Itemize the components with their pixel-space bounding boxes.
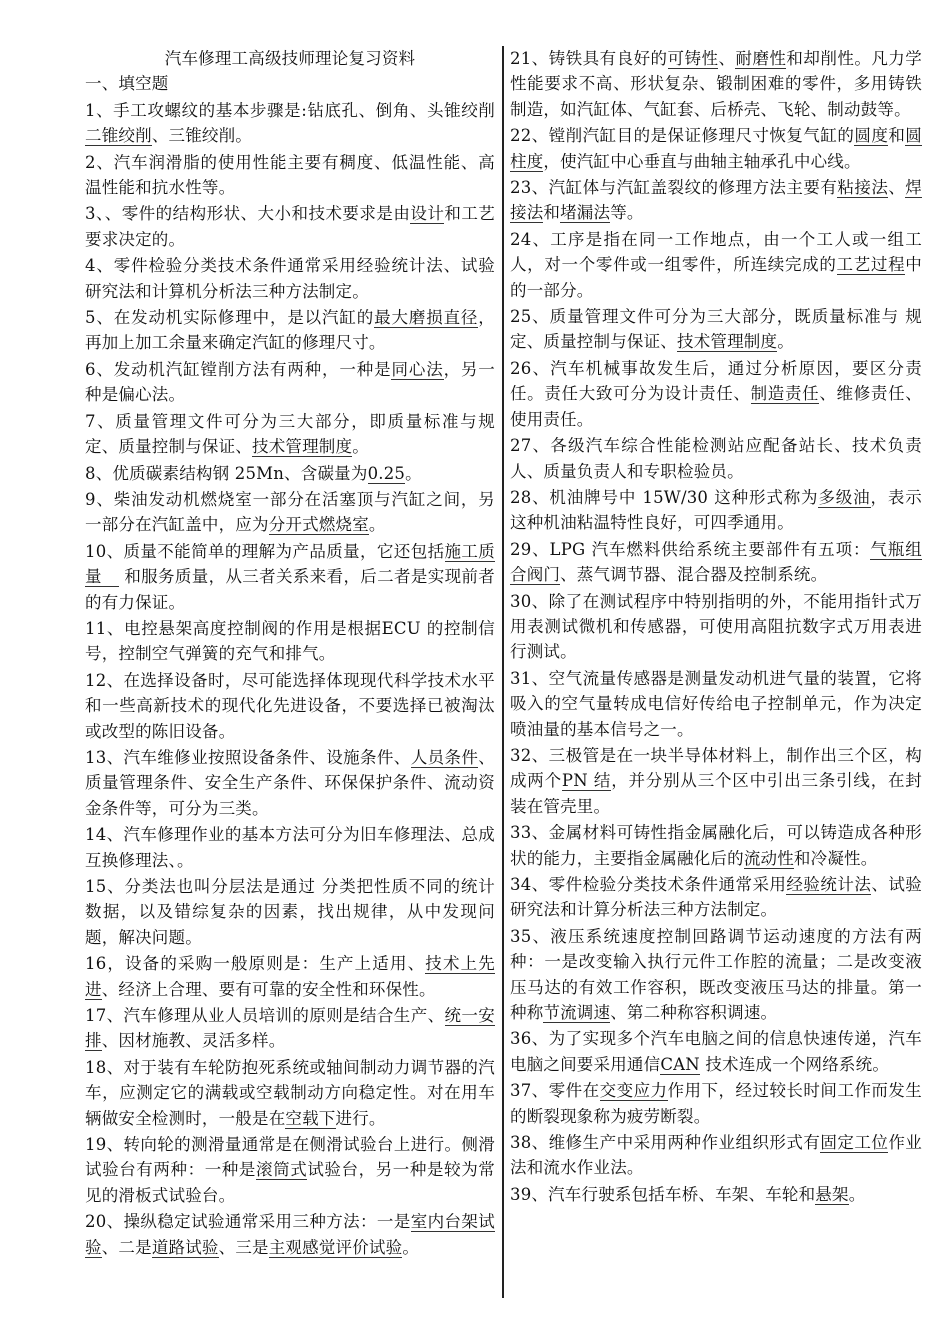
question-text: 32、三极管是在一块半导体材料上，制作出三个区，构成两个 bbox=[510, 745, 922, 791]
question-text: 、维修责任、使用责任。 bbox=[510, 384, 922, 429]
left-question-list bbox=[85, 98, 495, 1260]
question-item bbox=[510, 1026, 922, 1077]
question-text: 24、工序是指在同一工作地点，由一个工人或一组工人，对一个零件或一组零件，所连续完成的 bbox=[510, 229, 922, 275]
question-text: 1、手工攻螺纹的基本步骤是:钻底孔、倒角、头锥绞削 bbox=[85, 100, 495, 120]
question-text: 29、LPG 汽车燃料供给系统主要部件有五项： bbox=[510, 539, 871, 559]
question-text: 10、质量不能简单的理解为产品质量，它还包括 bbox=[85, 541, 445, 561]
answer-blank: 施工质量 bbox=[85, 541, 495, 587]
question-item bbox=[510, 872, 922, 923]
question-item bbox=[510, 1182, 922, 1207]
answer-blank: 同心法 bbox=[391, 359, 444, 379]
answer-blank: 技术上先进 bbox=[85, 954, 495, 999]
question-item bbox=[85, 874, 495, 950]
question-item bbox=[85, 98, 495, 149]
answer-blank: 流动性 bbox=[743, 848, 794, 868]
question-text: 11、电控悬架高度控制阀的作用是根据ECU 的控制信号，控制空气弹簧的充气和排气。 bbox=[85, 618, 495, 664]
question-text: 20、操纵稳定试验通常采用三种方法：一是 bbox=[85, 1212, 411, 1232]
answer-blank: 人员条件 bbox=[410, 747, 479, 767]
question-item bbox=[85, 822, 495, 873]
answer-blank: 统一安排 bbox=[85, 1006, 495, 1051]
question-item bbox=[85, 487, 495, 538]
question-text: 、三是 bbox=[218, 1237, 269, 1257]
question-text: 27、各级汽车综合性能检测站应配备站长、技术负责人、质量负责人和专职检验员。 bbox=[510, 436, 922, 481]
question-item bbox=[510, 304, 922, 355]
answer-blank: 制造责任 bbox=[750, 384, 820, 404]
question-text: 和却削性。凡力学性能要求不高、形状复杂、锻制困难的零件，多用铸铁制造，如汽缸体、气缸套、后桥壳、飞轮、制动鼓等。 bbox=[510, 49, 922, 119]
question-text: 技术连成一个网络系统。 bbox=[699, 1054, 890, 1074]
answer-blank: 最大磨损直径 bbox=[374, 308, 479, 328]
question-item bbox=[510, 46, 922, 122]
question-item bbox=[85, 616, 495, 667]
answer-blank: CAN bbox=[660, 1054, 700, 1074]
question-text: 。 bbox=[352, 437, 369, 457]
question-text: 和工艺要求决定的。 bbox=[85, 204, 496, 249]
answer-blank: 耐磨性 bbox=[735, 49, 787, 68]
answer-blank: 固定工位 bbox=[820, 1133, 889, 1153]
question-item bbox=[510, 433, 922, 484]
answer-blank: 交变应力 bbox=[599, 1081, 668, 1101]
answer-blank: 可铸性 bbox=[667, 49, 719, 68]
question-item bbox=[510, 924, 922, 1026]
question-text: 3、、零件的结构形状、大小和技术要求是由 bbox=[85, 204, 411, 224]
question-text: 、经济上合理、要有可靠的安全性和环保性。 bbox=[101, 979, 436, 999]
question-text: 39、汽车行驶系包括车桥、车架、车轮和 bbox=[510, 1184, 816, 1204]
question-text: 。 bbox=[848, 1184, 866, 1204]
question-text: 、试验研究法和计算分析法三种方法制定。 bbox=[510, 875, 923, 920]
answer-blank: 气瓶组合阀门 bbox=[510, 539, 922, 585]
question-text: 5、在发动机实际修理中，是以汽缸的 bbox=[85, 308, 375, 328]
question-item bbox=[510, 1130, 922, 1181]
question-text: 16，设备的采购一般原则是：生产上适用、 bbox=[85, 954, 426, 974]
question-item bbox=[85, 1003, 495, 1054]
column-divider bbox=[502, 46, 504, 1298]
question-text: 23、汽缸体与汽缸盖裂纹的修理方法主要有 bbox=[510, 178, 838, 198]
question-text: 38、维修生产中采用两种作业组织形式有 bbox=[510, 1133, 821, 1153]
question-text: 试验台，另一种是较为常见的滑板式试验台。 bbox=[85, 1160, 496, 1205]
answer-blank: 堵漏法 bbox=[560, 203, 611, 223]
answer-blank: 节流调速 bbox=[543, 1003, 611, 1023]
question-text: 进行。 bbox=[335, 1108, 386, 1128]
question-text: 35、液压系统速度控制回路调节运动速度的方法有两种：一是改变输入执行元件工作腔的流量；二是改变液压马达的有效工作容积，既改变液压马达的排量。第一种称 bbox=[510, 926, 922, 1023]
answer-blank: 道路试验 bbox=[151, 1237, 219, 1257]
question-text: 14、汽车修理作业的基本方法可分为旧车修理法、总成互换修理法、。 bbox=[85, 825, 495, 870]
question-text: 31、空气流量传感器是测量发动机进气量的装置，它将吸入的空气量转成电信好传给电子控制单元，作为决定喷油量的基本信号之一。 bbox=[510, 668, 922, 739]
question-item bbox=[510, 356, 922, 432]
answer-blank: 多级油 bbox=[818, 487, 871, 507]
question-text: 、 bbox=[888, 178, 906, 198]
question-item bbox=[510, 537, 922, 588]
answer-blank: 技术管理制度 bbox=[677, 332, 778, 352]
question-text: 21、铸铁具有良好的 bbox=[510, 49, 668, 68]
answer-blank: 经验统计法 bbox=[786, 875, 872, 894]
question-text: 15、分类法也叫分层法是通过 分类把性质不同的统计数据，以及错综复杂的因素，找出规律，从中发现问题，解决问题。 bbox=[85, 877, 495, 947]
question-text: 、三锥绞削。 bbox=[151, 126, 253, 146]
question-text: 7、质量管理文件可分为三大部分，即质量标准与规定、质量控制与保证、 bbox=[85, 411, 495, 457]
question-text: 13、汽车维修业按照设备条件、设施条件、 bbox=[85, 747, 411, 767]
question-text: 9、柴油发动机燃烧室一部分在活塞顶与汽缸之间，另一部分在汽缸盖中，应为 bbox=[85, 489, 495, 535]
question-item bbox=[85, 539, 495, 615]
question-text: ，表示这种机油粘温特性良好，可四季通用。 bbox=[510, 487, 922, 533]
answer-blank: 室内台架试验 bbox=[85, 1212, 496, 1257]
question-item bbox=[510, 227, 922, 303]
question-text: 4、零件检验分类技术条件通常采用经验统计法、试验研究法和计算机分析法三种方法制定。 bbox=[85, 256, 495, 301]
question-item bbox=[85, 745, 495, 821]
answer-blank: 滚筒式 bbox=[256, 1160, 308, 1180]
question-text: 作业法和流水作业法。 bbox=[510, 1133, 922, 1178]
answer-blank: 主观感觉评价试验 bbox=[268, 1237, 403, 1257]
question-item bbox=[85, 150, 495, 201]
question-text: 36、为了实现多个汽车电脑之间的信息快速传递，汽车电脑之间要采用通信 bbox=[510, 1029, 922, 1074]
question-item bbox=[510, 820, 922, 871]
answer-blank: 焊接法 bbox=[510, 178, 922, 223]
answer-blank: 粘接法 bbox=[837, 178, 889, 198]
question-text: 2、汽车润滑脂的使用性能主要有稠度、低温性能、高温性能和抗水性等。 bbox=[85, 152, 495, 198]
question-text: 和服务质量，从三者关系来看，后二者是实现前者的有力保证。 bbox=[85, 567, 495, 612]
right-column bbox=[510, 46, 922, 1208]
question-text: 中的一部分。 bbox=[510, 255, 922, 300]
question-text: 22、镗削汽缸目的是保证修理尺寸恢复气缸的 bbox=[510, 126, 855, 146]
question-item bbox=[510, 175, 922, 226]
question-text: 和 bbox=[543, 203, 561, 223]
question-text: 和 bbox=[888, 126, 906, 146]
question-item bbox=[510, 743, 922, 819]
question-text: ，再加上加工余量来确定汽缸的修理尺寸。 bbox=[85, 308, 495, 353]
answer-blank: 技术管理制度 bbox=[252, 437, 353, 457]
question-text: 。 bbox=[368, 515, 386, 535]
question-text: 6、发动机汽缸镗削方法有两种，一种是 bbox=[85, 359, 392, 379]
question-text: 。 bbox=[405, 463, 422, 483]
question-text: 、二是 bbox=[101, 1237, 152, 1257]
question-text: 17、汽车修理从业人员培训的原则是结合生产、 bbox=[85, 1006, 445, 1026]
question-text: 8、优质碳素结构钢 25Mn、含碳量为 bbox=[85, 463, 368, 483]
question-item bbox=[510, 485, 922, 536]
section-heading: 一、填空题 bbox=[85, 74, 169, 94]
answer-blank: 设计 bbox=[410, 204, 445, 224]
question-text: 25、质量管理文件可分为三大部分，既质量标准与 规定、质量控制与保证、 bbox=[510, 307, 922, 352]
question-text: 、蒸气调节器、混合器及控制系统。 bbox=[560, 565, 828, 585]
answer-blank: 空载下 bbox=[285, 1108, 336, 1128]
question-text: 26、汽车机械事故发生后，通过分析原因，要区分责任。责任大致可分为设计责任、 bbox=[510, 358, 922, 404]
question-text: 、 bbox=[718, 49, 736, 68]
question-text: 、质量管理条件、安全生产条件、环保保护条件、流动资金条件等，可分为三类。 bbox=[85, 747, 495, 818]
question-item bbox=[85, 1209, 495, 1260]
question-text: 。 bbox=[777, 332, 794, 352]
question-text: ，使汽缸中心垂直与曲轴主轴承孔中心线。 bbox=[543, 151, 861, 171]
question-text: 等。 bbox=[610, 203, 644, 223]
answer-blank: 悬架 bbox=[815, 1184, 849, 1204]
question-item bbox=[85, 357, 495, 408]
question-text: 18、对于装有车轮防抱死系统或轴间制动力调节器的汽车，应测定它的满载或空载制动方向稳定性。对在用车辆做安全检测时，一般是在 bbox=[85, 1057, 495, 1128]
question-text: 34、零件检验分类技术条件通常采用 bbox=[510, 875, 787, 894]
question-text: 作用下，经过较长时间工作而发生的断裂现象称为疲劳断裂。 bbox=[510, 1081, 922, 1126]
question-item bbox=[85, 668, 495, 744]
question-text: 37、零件在 bbox=[510, 1081, 600, 1101]
answer-blank: 0.25 bbox=[367, 463, 406, 483]
question-text: 33、金属材料可铸性指金属融化后，可以铸造成各种形状的能力，主要指金属融化后的 bbox=[510, 823, 922, 868]
question-text: 19、转向轮的测滑量通常是在侧滑试验台上进行。侧滑试验台有两种：一种是 bbox=[85, 1135, 495, 1180]
question-text: ，并分别从三个区中引出三条引线，在封装在管壳里。 bbox=[510, 771, 922, 816]
question-item bbox=[510, 589, 922, 665]
answer-blank: 工艺过程 bbox=[836, 255, 906, 275]
question-item bbox=[85, 253, 495, 304]
answer-blank: 二锥绞削 bbox=[85, 126, 152, 146]
question-text: 12、在选择设备时，尽可能选择体现现代科学技术水平和一些高新技术的现代化先进设备，不要选择已被淘汰或改型的陈旧设备。 bbox=[85, 670, 495, 741]
question-item bbox=[85, 1055, 495, 1131]
answer-blank: PN 结 bbox=[561, 771, 612, 791]
question-item bbox=[85, 305, 495, 356]
answer-blank: 圆柱度 bbox=[510, 126, 922, 171]
question-item bbox=[510, 666, 922, 742]
answer-blank: 分开式燃烧室 bbox=[268, 515, 369, 535]
question-item bbox=[85, 951, 495, 1002]
question-text: 28、机油牌号中 15W/30 这种形式称为 bbox=[510, 487, 819, 507]
question-text: 30、除了在测试程序中特别指明的外，不能用指针式万用表测试微机和传感器，可使用高阻抗数字式万用表进行测试。 bbox=[510, 591, 922, 662]
question-item bbox=[85, 1132, 495, 1208]
question-item bbox=[85, 461, 495, 486]
page-title: 汽车修理工高级技师理论复习资料 bbox=[164, 49, 416, 68]
question-text: 、第二种称容积调速。 bbox=[610, 1003, 778, 1023]
question-item bbox=[510, 1078, 922, 1129]
question-item bbox=[510, 123, 922, 174]
question-text: 、因材施教、灵活多样。 bbox=[101, 1031, 286, 1051]
right-question-list bbox=[510, 46, 922, 1207]
question-item bbox=[85, 201, 495, 252]
question-text: ，另一种是偏心法。 bbox=[85, 359, 495, 405]
question-item bbox=[85, 409, 495, 460]
question-text: 。 bbox=[402, 1237, 420, 1257]
question-text: 和冷凝性。 bbox=[793, 848, 878, 868]
answer-blank: 圆度 bbox=[854, 126, 889, 146]
left-column bbox=[85, 46, 495, 1261]
